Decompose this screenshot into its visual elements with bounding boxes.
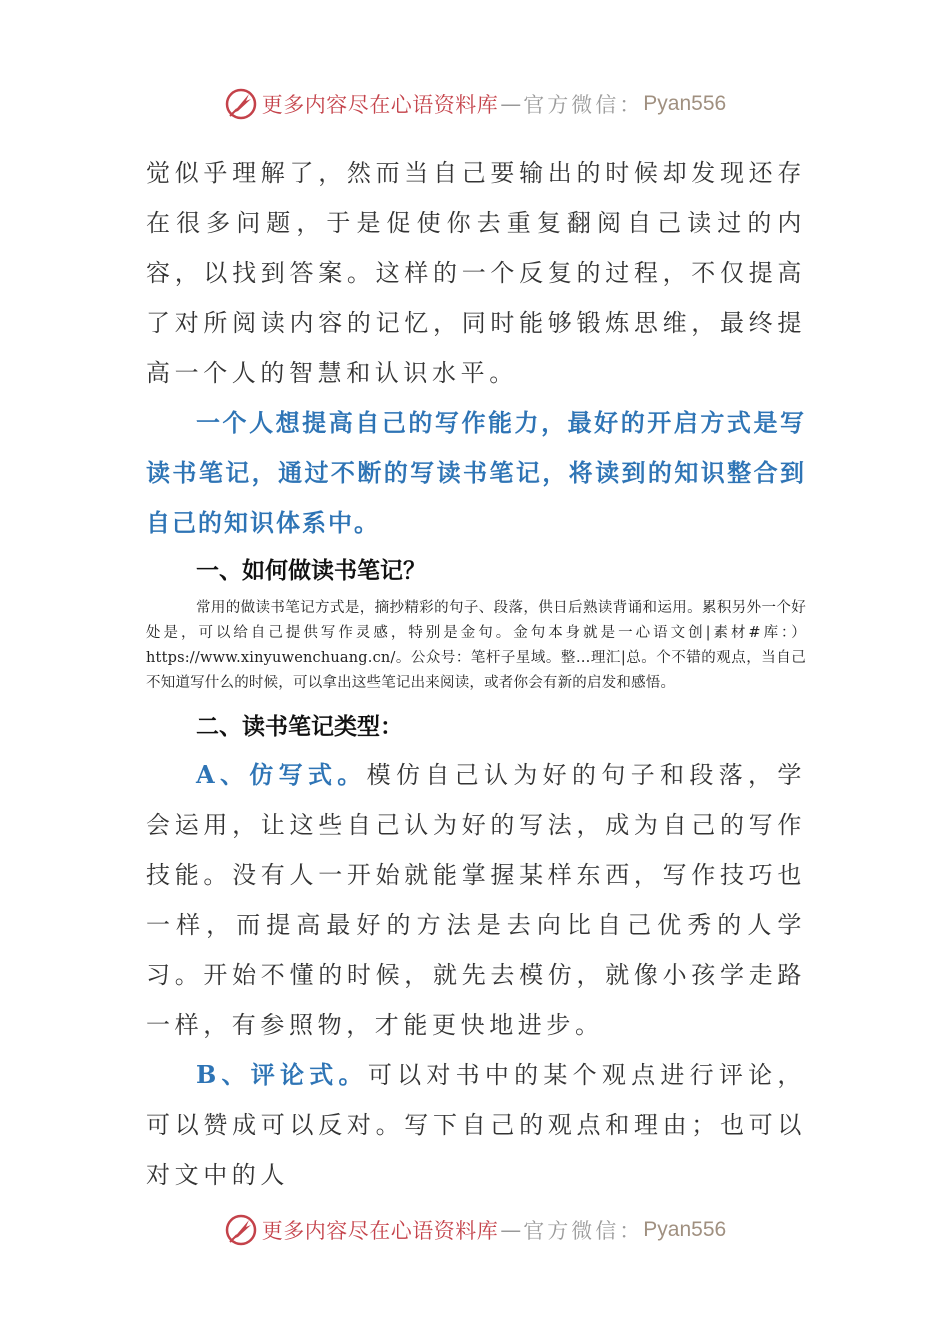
banner-site-name: 更多内容尽在心语资料库 [261, 93, 499, 117]
section-heading-2: 二、读书笔记类型： [196, 714, 403, 740]
banner-wechat-id: Pyan556 [643, 1218, 727, 1241]
type-b-text: 可以对书中的某个观点进行评论，可以赞成可以反对。写下自己的观点和理由；也可以对文中的人 [146, 1061, 807, 1189]
paragraph-continuation: 觉似乎理解了，然而当自己要输出的时候却发现还存在很多问题，于是促使你去重复翻阅自己读过的内容，以找到答案。这样的一个反复的过程，不仅提高了对所阅读内容的记忆，同时能够锻炼思维，最终提高一个人的智慧和认识水平。 [146, 159, 806, 387]
type-a-text: 模仿自己认为好的句子和段落，学会运用，让这些自己认为好的写法，成为自己的写作技能。没有人一开始就能掌握某样东西，写作技巧也一样，而提高最好的方法是去向比自己优秀的人学习。开始不懂的时候，就先去模仿，就像小孩学走路一样，有参照物，才能更快地进步。 [146, 761, 806, 1039]
banner-wechat-id: Pyan556 [643, 92, 727, 115]
header-banner [0, 84, 950, 124]
type-b-label: B、评论式。 [196, 1060, 368, 1089]
footer-banner [0, 1210, 950, 1250]
banner-dash: — [500, 92, 522, 116]
banner-site-name: 更多内容尽在心语资料库 [261, 1219, 499, 1243]
banner-wechat-label: 官方微信： [523, 1219, 644, 1243]
paragraph-small: 常用的做读书笔记方式是，摘抄精彩的句子、段落，供日后熟读背诵和运用。累积另外一个好处是，可以给自己提供写作灵感，特别是金句。金句本身就是一心语文创|素材#库：）https://www.xinyuwenchuang.cn/。公众号：笔杆子星域。整…理汇|总。个不错的观点，当自己不知道写什么的时候，可以拿出这些笔记出来阅读，或者你会有新的启发和感悟。 [146, 600, 806, 691]
type-a-label: A、仿写式。 [196, 760, 367, 789]
banner-dash: — [500, 1218, 522, 1242]
paragraph-type-b [146, 1050, 806, 1200]
banner-wechat-label: 官方微信： [523, 93, 644, 117]
paragraph-emphasis: 一个人想提高自己的写作能力，最好的开启方式是写读书笔记，通过不断的写读书笔记，将读到的知识整合到自己的知识体系中。 [146, 408, 806, 537]
quill-logo-icon [224, 1213, 258, 1247]
section-heading-1: 一、如何做读书笔记？ [196, 558, 426, 584]
document-body [146, 148, 806, 1200]
paragraph-type-a [146, 750, 806, 1050]
quill-logo-icon [224, 87, 258, 121]
